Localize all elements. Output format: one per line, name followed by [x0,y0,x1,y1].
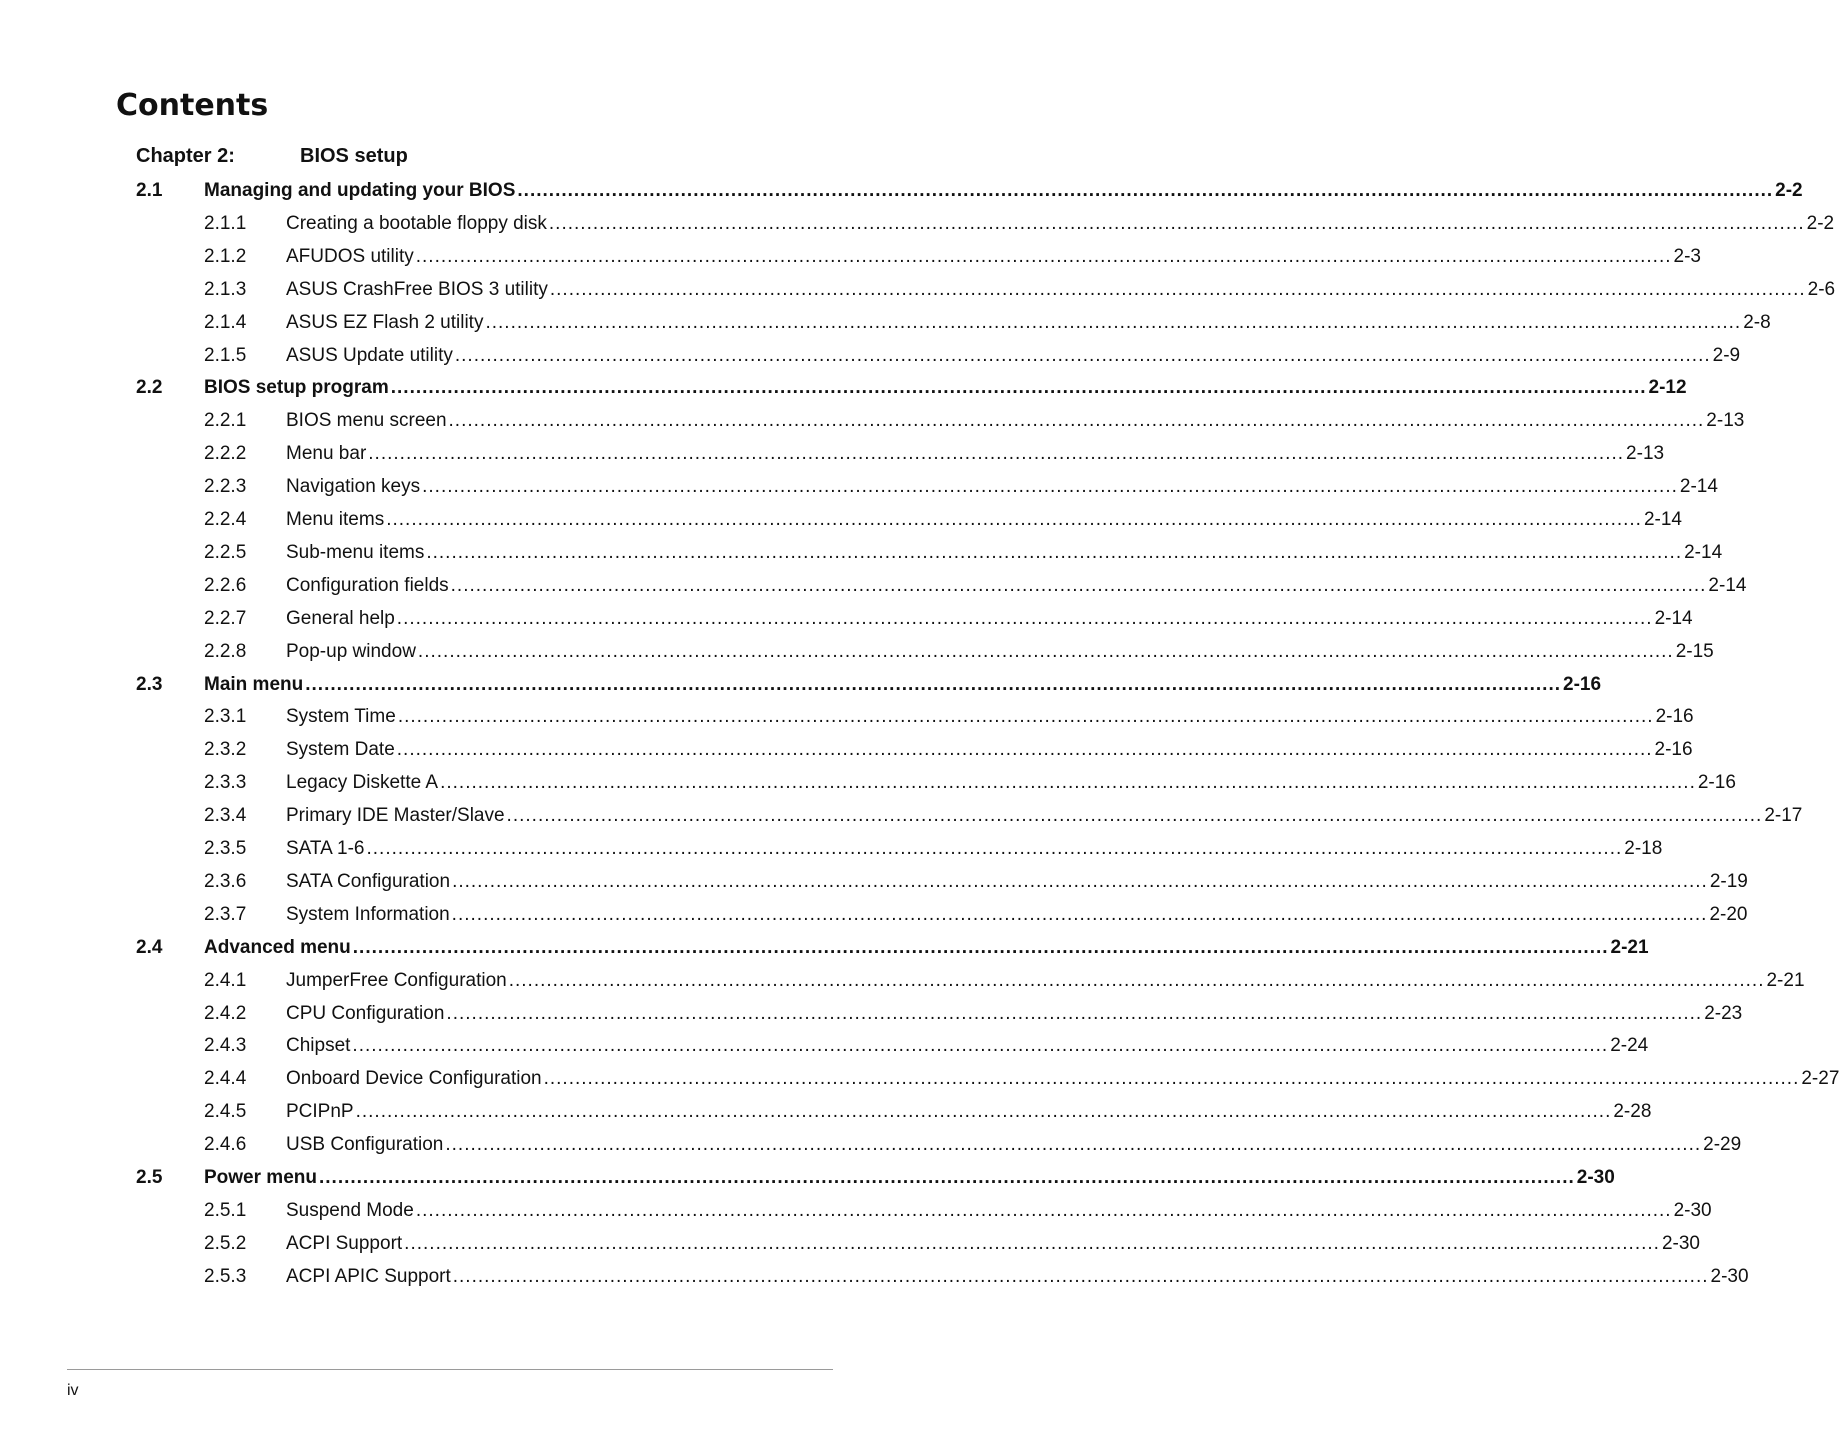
toc-entry-number: 2.5 [136,1167,163,1188]
toc-subsection-entry[interactable] [204,241,1701,273]
toc-dot-leader: ........................................................................................................................................................................................................ [548,212,1805,234]
toc-entry-page: 2-23 [1704,1002,1743,1024]
toc-entry-label: ASUS CrashFree BIOS 3 utility [286,278,548,300]
toc-entry-label: System Time [286,706,396,728]
toc-entry-number: 2.3.7 [204,903,247,925]
toc-subsection-entry[interactable] [204,471,1718,503]
toc-entry-number: 2.1.2 [204,245,247,267]
toc-entry-number: 2.5.1 [204,1199,247,1221]
toc-subsection-entry[interactable] [204,570,1747,602]
toc-entry-number: 2.2 [136,377,163,399]
toc-entry-page: 2-21 [1766,969,1805,991]
toc-entry-page: 2-21 [1610,936,1649,958]
toc-subsection-entry[interactable] [204,1195,1712,1227]
toc-section-entry[interactable] [136,932,1649,964]
toc-dot-leader: ........................................................................................................................................................................................................ [450,574,1707,596]
toc-dot-leader: ........................................................................................................................................................................................................ [508,969,1765,991]
toc-entry-label: Power menu [204,1167,317,1188]
toc-entry-number: 2.3.6 [204,870,247,892]
toc-entry-page: 2-16 [1654,739,1693,761]
page-title: Contents [116,88,269,123]
toc-entry-page: 2-2 [1806,212,1835,234]
toc-entry-page: 2-14 [1654,607,1693,629]
toc-subsection-entry[interactable] [204,998,1743,1030]
toc-entry-page: 2-6 [1807,278,1836,300]
toc-subsection-entry[interactable] [204,1261,1749,1293]
toc-entry-page: 2-19 [1709,870,1748,892]
toc-entry-number: 2.2.5 [204,541,247,563]
toc-subsection-entry[interactable] [204,899,1748,931]
toc-entry-page: 2-16 [1563,673,1602,695]
toc-subsection-entry[interactable] [204,1129,1742,1161]
toc-entry-number: 2.1.3 [204,278,247,300]
toc-entry-page: 2-13 [1626,443,1665,465]
toc-entry-label: Suspend Mode [286,1199,414,1221]
toc-entry-number: 2.1.4 [204,311,247,333]
toc-dot-leader: ........................................................................................................................................................................................................ [386,509,1642,530]
toc-subsection-entry[interactable] [204,603,1693,635]
toc-dot-leader: ........................................................................................................................................................................................................ [305,673,1561,695]
toc-dot-leader: ........................................................................................................................................................................................................ [404,1232,1660,1254]
toc-dot-leader: ........................................................................................................................................................................................................ [422,476,1678,498]
toc-entry-number: 2.2.7 [204,607,247,629]
toc-entry-page: 2-9 [1712,344,1741,366]
toc-subsection-entry[interactable] [204,800,1803,832]
toc-subsection-entry[interactable] [204,1063,1839,1095]
toc-entry-number: 2.4.6 [204,1134,247,1156]
toc-entry-label: General help [286,607,395,629]
toc-section-entry[interactable] [136,175,1803,207]
footer-page-number: iv [67,1382,79,1399]
toc-entry-label: Chipset [286,1035,351,1057]
footer-divider [67,1369,833,1370]
toc-entry-label: Creating a bootable floppy disk [286,212,547,234]
toc-entry-label: Primary IDE Master/Slave [286,805,505,827]
toc-subsection-entry[interactable] [204,636,1714,668]
toc-entry-number: 2.1.1 [204,212,247,234]
toc-entry-page: 2-24 [1610,1035,1649,1057]
toc-subsection-entry[interactable] [204,208,1835,240]
toc-entry-label: PCIPnP [286,1101,354,1123]
toc-dot-leader: ........................................................................................................................................................................................................ [366,838,1623,859]
toc-subsection-entry[interactable] [204,767,1736,799]
toc-dot-leader: ........................................................................................................................................................................................................ [549,278,1806,300]
toc-subsection-entry[interactable] [204,537,1723,569]
toc-dot-leader: ........................................................................................................................................................................................................ [352,936,1609,958]
toc-entry-page: 2-15 [1675,640,1714,662]
toc-entry-page: 2-16 [1697,772,1736,794]
toc-entry-label: CPU Configuration [286,1002,445,1024]
toc-entry-label: System Information [286,903,450,925]
toc-entry-page: 2-27 [1801,1068,1839,1090]
toc-entry-page: 2-8 [1743,311,1771,333]
toc-dot-leader: ........................................................................................................................................................................................................ [506,805,1763,827]
toc-dot-leader: ........................................................................................................................................................................................................ [517,180,1774,201]
toc-entry-label: ASUS Update utility [286,344,453,366]
toc-entry-number: 2.4.2 [204,1002,247,1024]
toc-entry-label: Main menu [204,673,304,695]
toc-entry-page: 2-29 [1703,1134,1742,1156]
toc-dot-leader: ........................................................................................................................................................................................................ [396,607,1653,629]
toc-entry-number: 2.5.3 [204,1265,247,1287]
toc-entry-page: 2-14 [1679,476,1718,498]
toc-entry-label: ACPI Support [286,1232,403,1254]
toc-subsection-entry[interactable] [204,405,1745,437]
toc-dot-leader: ........................................................................................................................................................................................................ [355,1101,1612,1123]
toc-entry-page: 2-30 [1576,1167,1615,1188]
toc-dot-leader: ........................................................................................................................................................................................................ [440,772,1696,794]
toc-entry-label: USB Configuration [286,1134,444,1156]
toc-subsection-entry[interactable] [204,734,1693,766]
toc-subsection-entry[interactable] [204,866,1748,898]
toc-dot-leader: ........................................................................................................................................................................................................ [543,1068,1800,1090]
toc-entry-page: 2-18 [1624,838,1663,859]
toc-entry-number: 2.4.5 [204,1101,247,1123]
toc-entry-label: Sub-menu items [286,541,425,563]
toc-entry-label: Menu items [286,509,385,530]
toc-dot-leader: ........................................................................................................................................................................................................ [368,443,1625,465]
toc-dot-leader: ........................................................................................................................................................................................................ [318,1167,1575,1188]
toc-dot-leader: ........................................................................................................................................................................................................ [445,1134,1702,1156]
chapter-number: Chapter 2: [136,145,235,167]
toc-section-entry[interactable] [136,372,1687,404]
toc-subsection-entry[interactable] [204,1096,1652,1128]
toc-entry-number: 2.3 [136,673,163,695]
toc-entry-label: Advanced menu [204,936,351,958]
toc-entry-page: 2-14 [1684,541,1723,563]
toc-entry-number: 2.4 [136,936,163,958]
toc-dot-leader: ........................................................................................................................................................................................................ [452,870,1708,892]
toc-dot-leader: ........................................................................................................................................................................................................ [415,245,1672,267]
toc-entry-page: 2-12 [1648,377,1687,399]
chapter-title: BIOS setup [300,145,408,167]
toc-entry-page: 2-3 [1673,245,1701,267]
toc-dot-leader: ........................................................................................................................................................................................................ [426,541,1683,563]
toc-subsection-entry[interactable] [204,1030,1649,1062]
toc-entry-page: 2-30 [1710,1265,1749,1287]
toc-entry-number: 2.3.5 [204,838,247,859]
toc-dot-leader: ........................................................................................................................................................................................................ [448,410,1705,432]
toc-entry-number: 2.2.2 [204,443,247,465]
toc-dot-leader: ........................................................................................................................................................................................................ [451,903,1708,925]
toc-entry-label: JumperFree Configuration [286,969,507,991]
toc-entry-label: SATA Configuration [286,870,451,892]
toc-entry-number: 2.4.4 [204,1068,247,1090]
toc-entry-label: Navigation keys [286,476,421,498]
toc-entry-number: 2.2.6 [204,574,247,596]
toc-entry-page: 2-28 [1613,1101,1652,1123]
toc-entry-number: 2.3.1 [204,706,247,728]
toc-dot-leader: ........................................................................................................................................................................................................ [396,739,1653,761]
toc-section-entry[interactable] [136,1162,1615,1194]
toc-dot-leader: ........................................................................................................................................................................................................ [397,706,1654,728]
toc-entry-number: 2.4.3 [204,1035,247,1057]
toc-entry-label: BIOS setup program [204,377,389,399]
toc-entry-page: 2-30 [1673,1199,1712,1221]
toc-entry-label: Onboard Device Configuration [286,1068,542,1090]
toc-entry-number: 2.3.2 [204,739,247,761]
toc-entry-label: Configuration fields [286,574,449,596]
toc-entry-page: 2-16 [1655,706,1694,728]
toc-section-entry[interactable] [136,669,1602,701]
toc-entry-label: AFUDOS utility [286,245,414,267]
toc-entry-number: 2.3.3 [204,772,247,794]
toc-entry-label: Menu bar [286,443,367,465]
toc-dot-leader: ........................................................................................................................................................................................................ [390,377,1647,399]
toc-entry-page: 2-14 [1708,574,1747,596]
toc-dot-leader: ........................................................................................................................................................................................................ [485,311,1742,333]
toc-entry-page: 2-20 [1709,903,1748,925]
toc-entry-number: 2.2.3 [204,476,247,498]
toc-entry-label: ACPI APIC Support [286,1265,451,1287]
toc-entry-label: Pop-up window [286,640,416,662]
toc-entry-label: ASUS EZ Flash 2 utility [286,311,484,333]
toc-subsection-entry[interactable] [204,438,1665,470]
toc-subsection-entry[interactable] [204,965,1805,997]
toc-entry-number: 2.2.4 [204,509,247,530]
toc-entry-number: 2.2.1 [204,410,247,432]
toc-subsection-entry[interactable] [204,504,1682,536]
toc-entry-page: 2-30 [1661,1232,1700,1254]
toc-entry-label: System Date [286,739,395,761]
toc-dot-leader: ........................................................................................................................................................................................................ [417,640,1674,662]
toc-subsection-entry[interactable] [204,274,1836,306]
toc-entry-label: Legacy Diskette A [286,772,439,794]
toc-entry-page: 2-13 [1706,410,1745,432]
toc-entry-number: 2.1.5 [204,344,247,366]
toc-entry-label: BIOS menu screen [286,410,447,432]
toc-entry-number: 2.3.4 [204,805,247,827]
toc-entry-label: Managing and updating your BIOS [204,180,516,201]
toc-dot-leader: ........................................................................................................................................................................................................ [352,1035,1609,1057]
toc-subsection-entry[interactable] [204,833,1663,865]
toc-dot-leader: ........................................................................................................................................................................................................ [452,1265,1709,1287]
toc-subsection-entry[interactable] [204,307,1771,339]
toc-entry-page: 2-14 [1643,509,1682,530]
toc-entry-page: 2-17 [1764,805,1803,827]
toc-dot-leader: ........................................................................................................................................................................................................ [454,344,1711,366]
toc-entry-number: 2.2.8 [204,640,247,662]
toc-entry-page: 2-2 [1775,180,1803,201]
toc-entry-number: 2.4.1 [204,969,247,991]
toc-subsection-entry[interactable] [204,701,1694,733]
toc-entry-number: 2.5.2 [204,1232,247,1254]
toc-entry-label: SATA 1-6 [286,838,365,859]
toc-entry-number: 2.1 [136,180,163,201]
toc-subsection-entry[interactable] [204,1228,1700,1260]
toc-dot-leader: ........................................................................................................................................................................................................ [446,1002,1703,1024]
toc-subsection-entry[interactable] [204,340,1741,372]
toc-dot-leader: ........................................................................................................................................................................................................ [415,1199,1672,1221]
